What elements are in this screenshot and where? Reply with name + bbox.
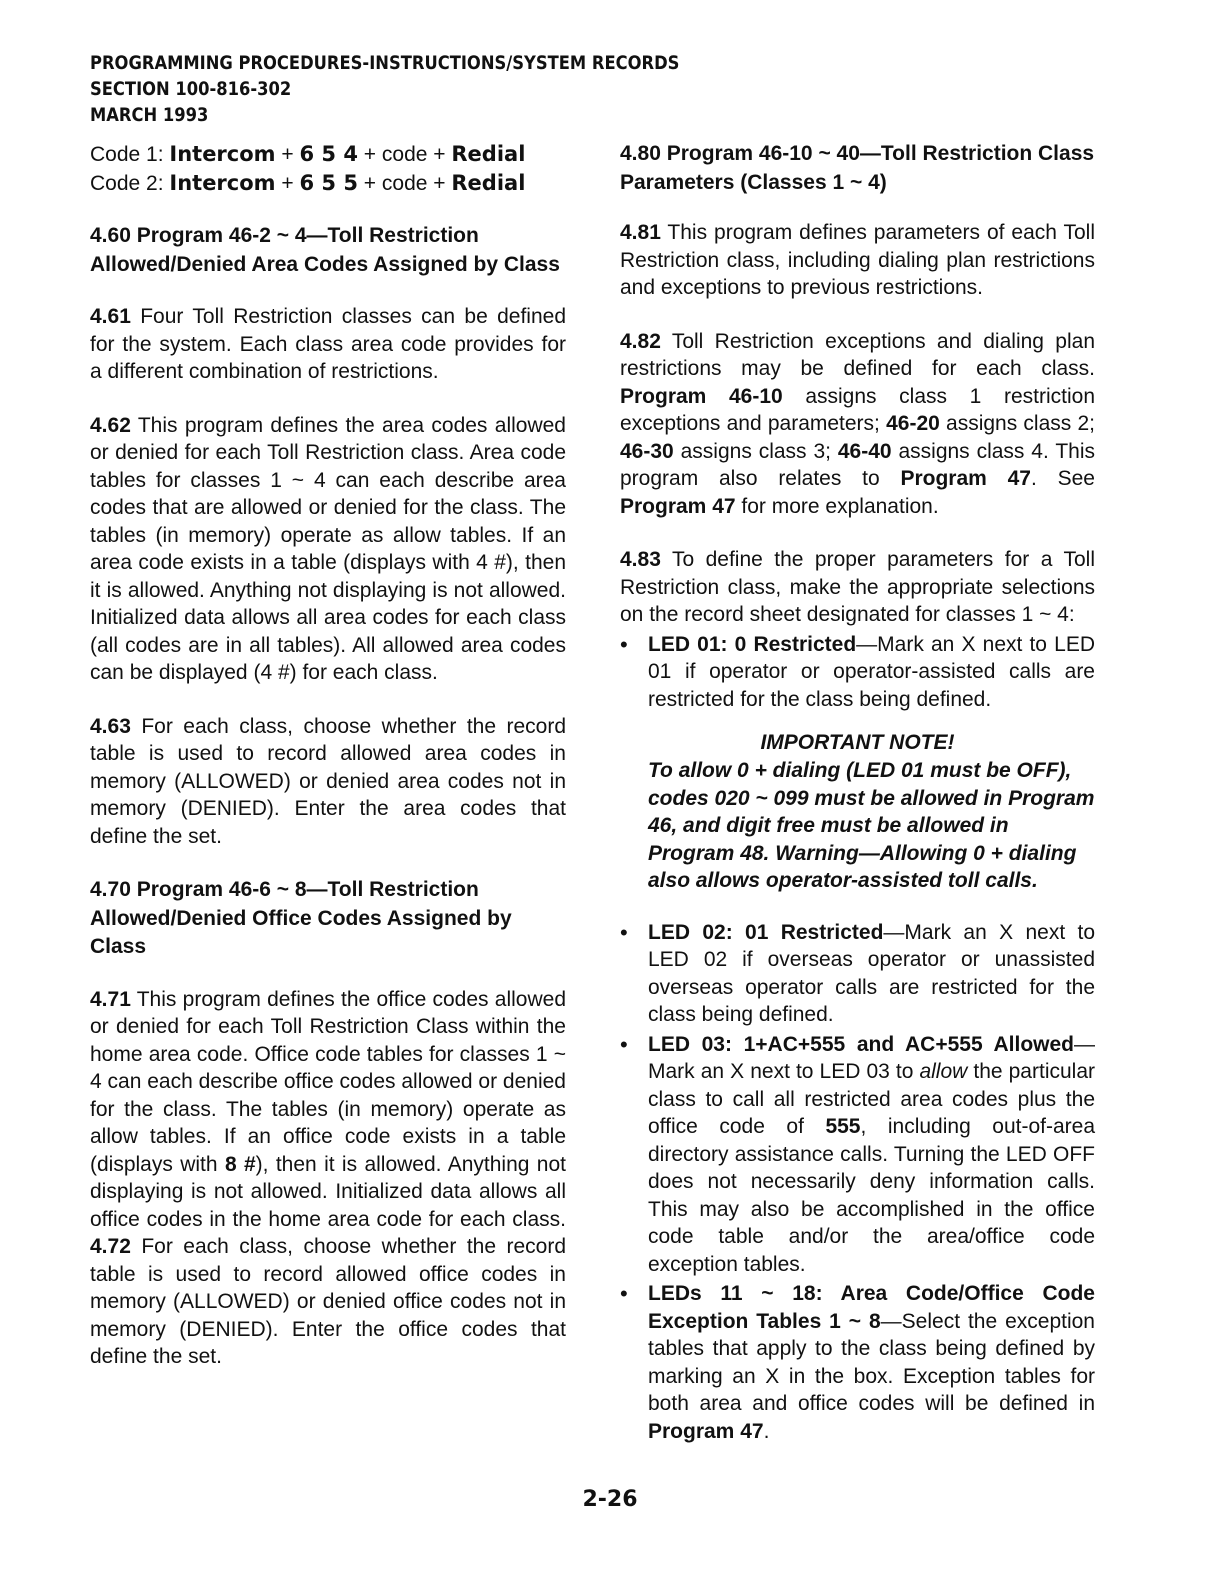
para-4-82: [620, 328, 1095, 521]
led-text: —Mark an X next to LED 01 if operator or operator-assisted calls are restricted for the class being defined.: [648, 632, 1095, 711]
header-date: MARCH 1993: [90, 104, 209, 126]
program-ref: 46-40: [837, 439, 892, 463]
para-4-62: [90, 412, 566, 687]
list-item-led-02: [620, 919, 1095, 1029]
intercom-key: Intercom: [169, 171, 276, 195]
bullet-icon: •: [620, 1031, 628, 1057]
para-text: This program defines the area codes allowed or denied for each Toll Restriction class. Area code tables for classes 1 ~ 4 can each describe area codes that are allowed or denied for the class. The tables (in memory) operate as allow tables. If an area code exists in a table (displays with 4 #), then it is allowed. Anything not displaying is not allowed. Initialized data allows all area codes for each class (all codes are in all tables). All allowed area codes can be displayed (4 #) for each class.: [90, 413, 566, 684]
redial-key: Redial: [451, 171, 526, 195]
code-middle: + code +: [357, 143, 452, 166]
header-section: SECTION 100-816-302: [90, 78, 292, 100]
plus-sign: +: [275, 172, 300, 195]
led-label: LED 02: 01 Restricted: [648, 920, 884, 944]
bullet-icon: •: [620, 631, 628, 657]
led-label: LED 03: 1+AC+555 and AC+555 Allowed: [648, 1032, 1074, 1056]
important-note: [620, 729, 1095, 895]
para-number: 4.82: [620, 329, 661, 353]
program-ref: Program 46-10: [620, 384, 783, 408]
led-list-continued: [620, 919, 1095, 1446]
program-ref: Program 47: [648, 1419, 764, 1443]
led-text: —Select the exception tables that apply to the class being defined by marking an X in the box. Exception tables for both area and office codes will be defined in: [648, 1309, 1095, 1415]
bullet-icon: •: [620, 1281, 628, 1306]
para-text: This program defines parameters of each Toll Restriction class, including dialing plan restrictions and exceptions to previous restrictions.: [620, 221, 1095, 299]
para-4-71: [90, 986, 566, 1371]
led-label: LED 01: 0 Restricted: [648, 632, 857, 656]
para-number: 4.83: [620, 548, 661, 571]
page-number: 2-26: [582, 1487, 638, 1512]
program-ref: 46-30: [620, 439, 674, 463]
code-label: Code 1:: [90, 143, 170, 166]
heading-4-70: 4.70 Program 46-6 ~ 8—Toll Restriction Allowed/Denied Office Codes Assigned by Class: [90, 878, 512, 958]
para-text: ), then it is allowed. Anything not displaying is not allowed. Initialized data allows all office codes in the home area code for each class.: [90, 1152, 566, 1231]
right-column: [620, 140, 1095, 1447]
heading-4-80: 4.80 Program 46-10 ~ 40—Toll Restriction Class Parameters (Classes 1 ~ 4): [620, 142, 1095, 194]
para-number: 4.81: [620, 221, 661, 244]
para-text: This program defines the office codes allowed or denied for each Toll Restriction Class within the home area code. Office code tables for classes 1 ~ 4 can each describe office codes allowed or denied for the class. The tables (in memory) operate as allow tables. If an office code exists in a table (displays with: [90, 987, 566, 1176]
left-column: [90, 140, 566, 1397]
para-text: For each class, choose whether the record table is used to record allowed area codes in memory (ALLOWED) or denied area codes not in memory (DENIED). Enter the area codes that define the set.: [90, 714, 566, 848]
para-text: Four Toll Restriction classes can be defined for the system. Each class area code provides for a different combination of restrictions.: [90, 305, 566, 383]
led-label: LEDs 11 ~ 18: Area Code/Office Code Exception Tables 1 ~ 8: [648, 1282, 1095, 1333]
para-text: Toll Restriction exceptions and dialing plan restrictions may be defined for each class.: [620, 329, 1095, 380]
para-text: assigns class 2;: [939, 412, 1095, 435]
led-text: .: [763, 1419, 770, 1443]
para-text: assigns class 4. This program also relates to: [620, 439, 1095, 490]
led-text: the particular class to call all restricted area codes plus the office code of: [648, 1060, 1095, 1138]
note-title: IMPORTANT NOTE!: [760, 731, 955, 754]
para-text: assigns class 3;: [673, 439, 838, 463]
para-number: 4.61: [90, 305, 131, 328]
led-text: , including out-of-area directory assistance calls. Turning the LED OFF does not necessarily deny information calls. This may also be accomplished in the office code table and/or the area/office code exception tables.: [648, 1115, 1096, 1276]
code-2-line: [90, 169, 566, 198]
para-number: 4.72: [90, 1235, 131, 1258]
para-number: 4.62: [90, 413, 131, 437]
code-label: Code 2:: [90, 172, 170, 195]
intercom-key: Intercom: [169, 142, 276, 166]
para-text: for more explanation.: [735, 494, 939, 518]
code-1-line: [90, 140, 566, 169]
code-middle: + code +: [357, 172, 452, 195]
header-title: PROGRAMMING PROCEDURES-INSTRUCTIONS/SYSTEM RECORDS: [90, 52, 680, 74]
list-item-leds-11-18: [620, 1280, 1095, 1445]
para-4-83: [620, 546, 1095, 629]
para-text: To define the proper parameters for a Toll Restriction class, make the appropriate selections on the record sheet designated for classes 1 ~ 4:: [620, 548, 1095, 626]
program-ref: Program 47: [900, 467, 1031, 490]
redial-key: Redial: [451, 142, 526, 166]
heading-4-60: 4.60 Program 46-2 ~ 4—Toll Restriction Allowed/Denied Area Codes Assigned by Class: [90, 224, 560, 276]
led-text: — Mark an X next to LED 03 to: [648, 1032, 1095, 1083]
para-4-81: [620, 219, 1095, 302]
para-text: For each class, choose whether the record table is used to record allowed office codes in memory (ALLOWED) or denied office codes not in memory (DENIED). Enter the office codes that define the set.: [90, 1235, 566, 1368]
led-text: —Mark an X next to LED 02 if overseas operator or unassisted overseas operator calls are restricted for the class being defined.: [648, 920, 1095, 1026]
para-4-63: [90, 713, 566, 851]
led-list: [620, 631, 1095, 714]
para-number: 4.71: [90, 987, 131, 1011]
bullet-icon: •: [620, 919, 628, 945]
note-body: To allow 0 + dialing (LED 01 must be OFF), codes 020 ~ 099 must be allowed in Program 46, and digit free must be allowed in Program 48. Warning—Allowing 0 + dialing also allows operator-assisted toll calls.: [648, 759, 1095, 892]
para-number: 4.63: [90, 714, 131, 738]
display-key: 8 #: [224, 1152, 256, 1176]
plus-sign: +: [275, 143, 300, 166]
program-ref: Program 47: [620, 494, 736, 518]
para-4-61: [90, 303, 566, 386]
para-text: . See: [1030, 467, 1095, 490]
code-digits: 6 5 4: [299, 142, 358, 166]
page-header: [90, 50, 679, 128]
list-item-led-03: [620, 1031, 1095, 1279]
program-ref: 46-20: [886, 412, 940, 435]
list-item-led-01: [620, 631, 1095, 714]
emphasis: allow: [919, 1060, 968, 1083]
code-digits: 6 5 5: [299, 171, 358, 195]
office-code: 555: [825, 1115, 861, 1138]
para-text: assigns class 1 restriction exceptions and parameters;: [620, 384, 1095, 435]
